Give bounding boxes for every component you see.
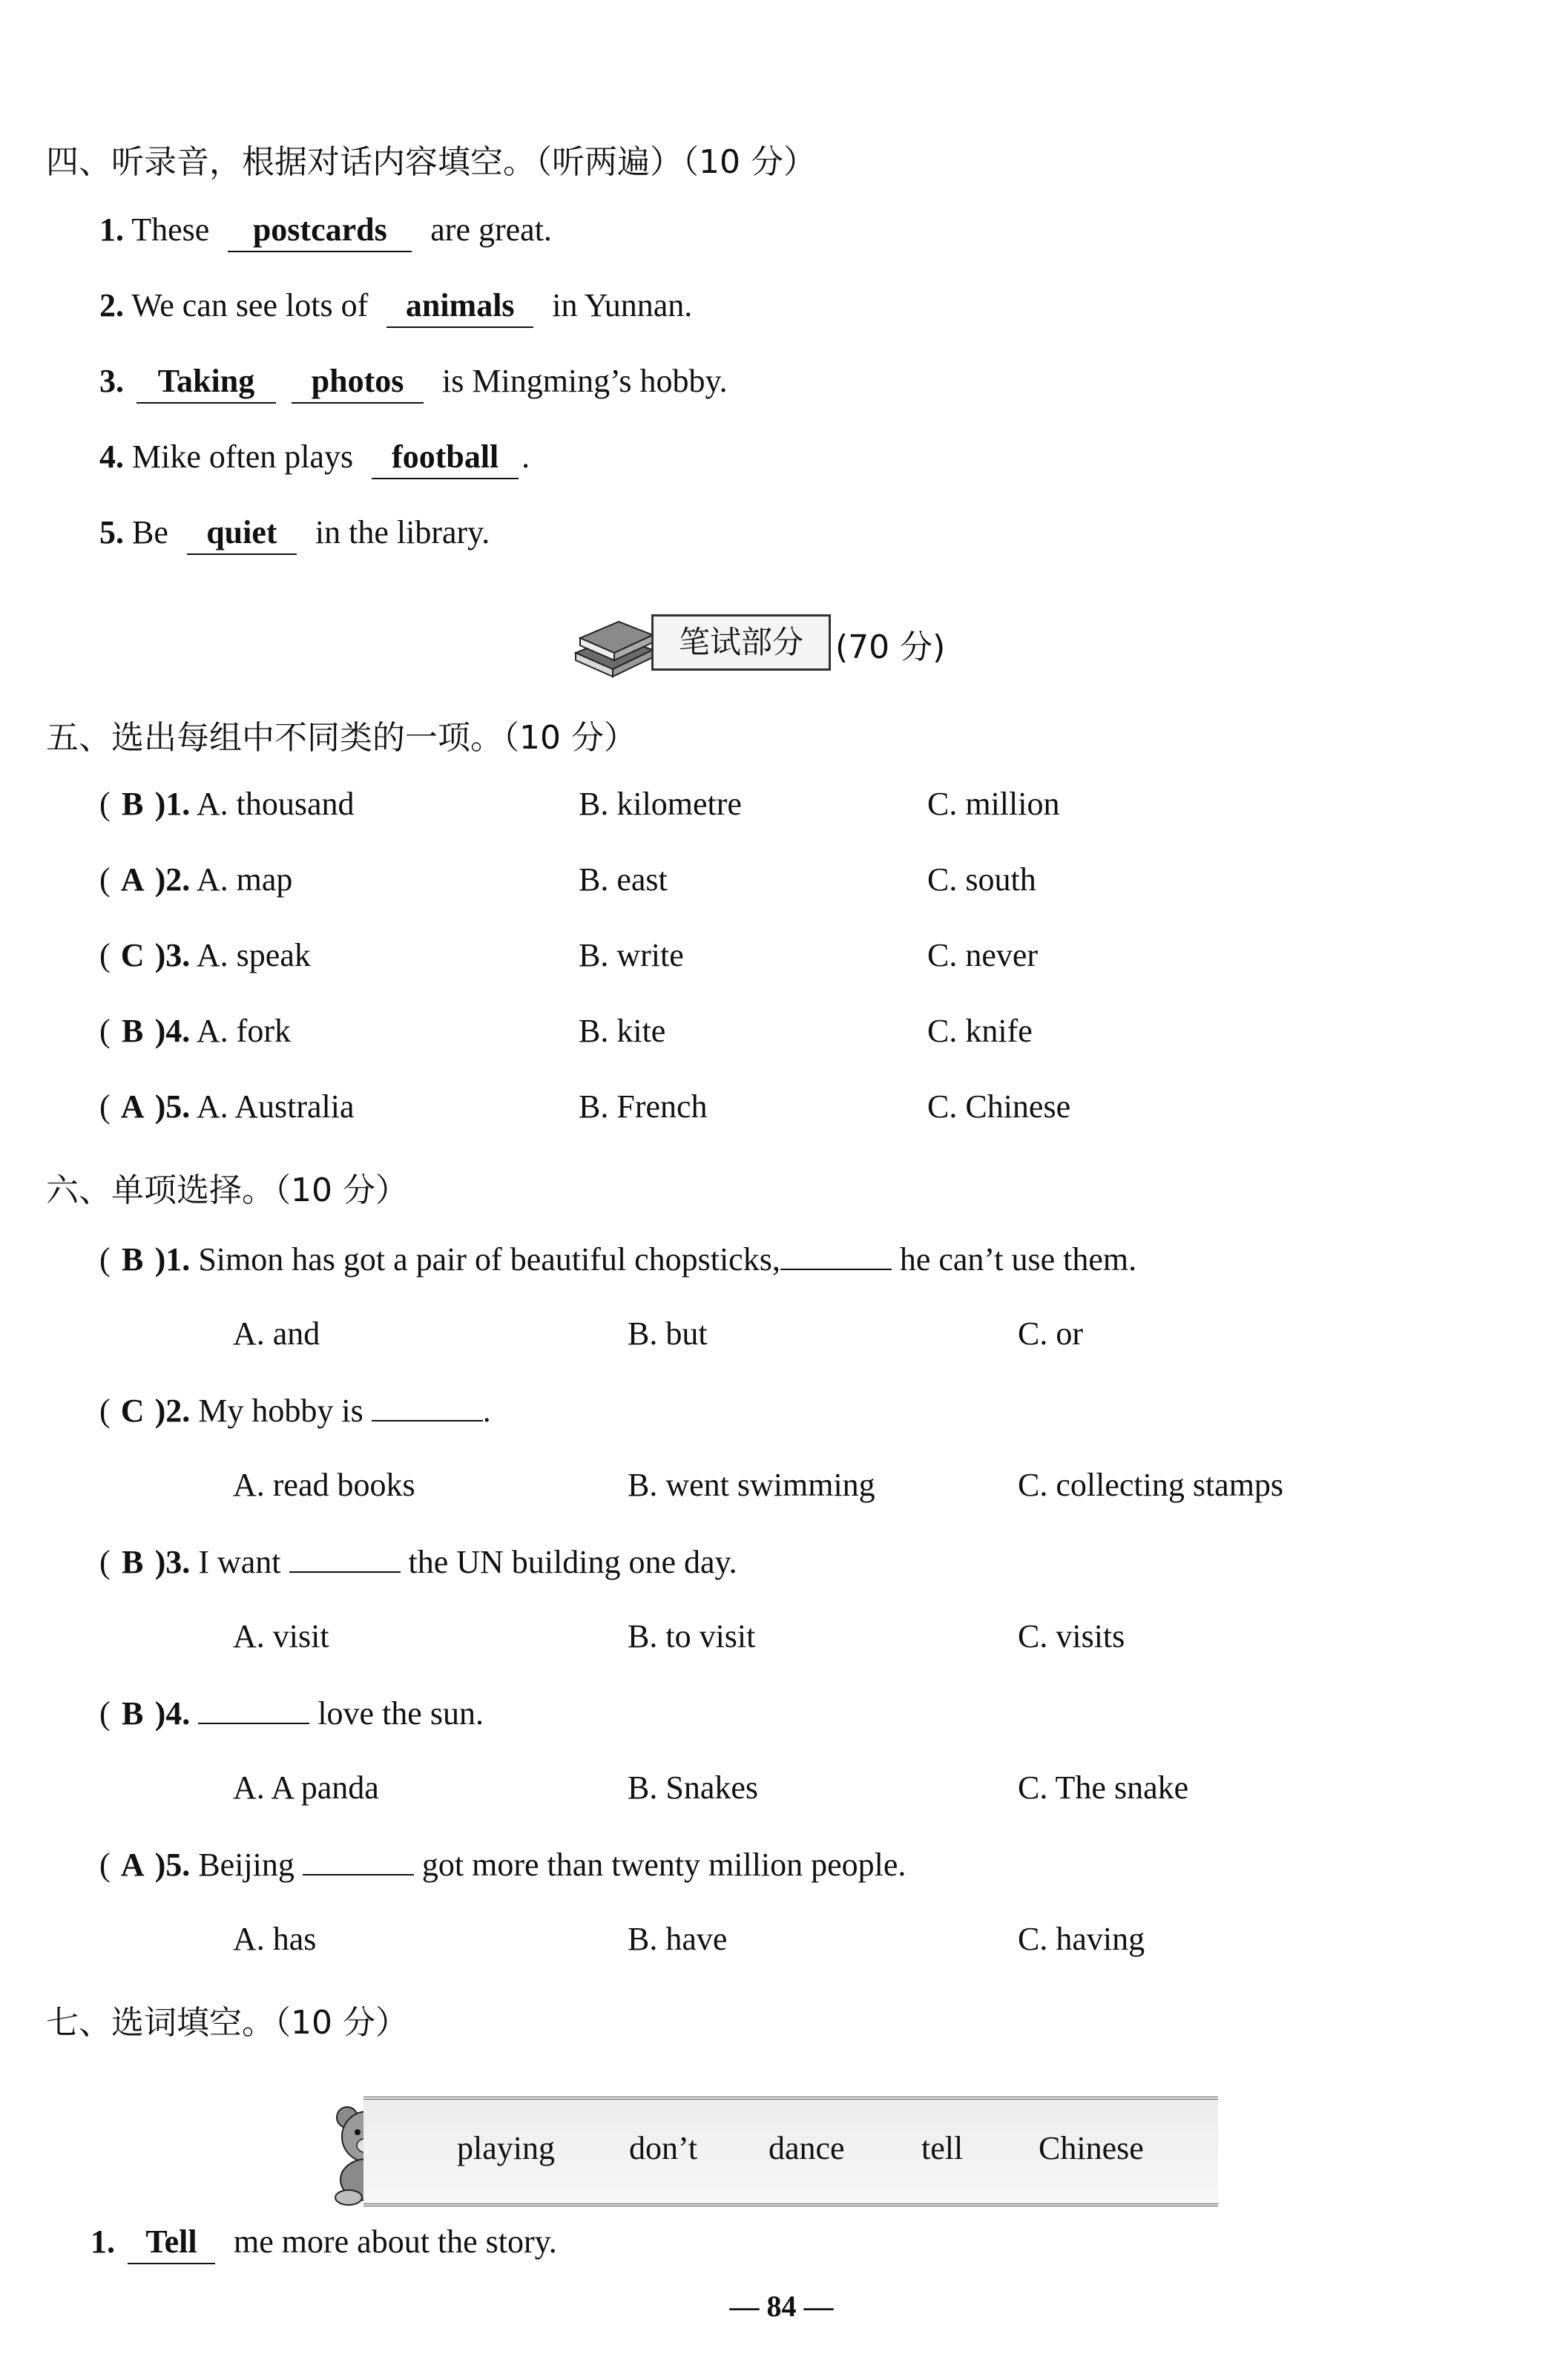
item-number: )1. — [154, 1241, 191, 1278]
option-c: C. visits — [1018, 1618, 1125, 1654]
item-text-before: We can see lots of — [131, 287, 369, 323]
s5-item-1: ( B )1. A. thousand — [99, 786, 355, 822]
section-6-title: 六、单项选择。（10 分） — [46, 1171, 408, 1209]
option-c: C. having — [1018, 1921, 1145, 1957]
item-text-after: . — [521, 438, 530, 475]
item-number: )4. — [154, 1013, 191, 1049]
section-4-title: 四、听录音，根据对话内容填空。（听两遍）（10 分） — [46, 143, 816, 181]
option-c: C. Chinese — [927, 1088, 1071, 1125]
word-bank-item: playing — [457, 2130, 555, 2166]
word-bank-item: dance — [769, 2130, 845, 2166]
item-number: )4. — [154, 1695, 191, 1732]
question-text-2: . — [482, 1393, 491, 1429]
item-number: )2. — [154, 1393, 191, 1429]
s4-item-5 — [99, 512, 490, 555]
item-text-after: is Mingming’s hobby. — [442, 363, 728, 399]
option-a: A. map — [196, 861, 293, 898]
s6-question-2: ( C )2. My hobby is . — [99, 1390, 491, 1430]
answer-blank: postcards — [228, 209, 412, 252]
s6-question-5: ( A )5. Beijing got more than twenty million people. — [99, 1844, 906, 1884]
word-bank-item: tell — [921, 2130, 964, 2166]
s6-question-4: ( B )4. love the sun. — [99, 1693, 484, 1732]
option-b: B. have — [628, 1921, 728, 1957]
question-blank — [198, 1693, 309, 1724]
item-number: 4. — [99, 438, 124, 475]
option-c: C. south — [927, 861, 1036, 898]
word-bank-item: don’t — [629, 2130, 698, 2166]
section-7-title: 七、选词填空。（10 分） — [46, 2004, 408, 2042]
question-text-2: he can’t use them. — [899, 1241, 1137, 1278]
answer-letter: B — [121, 786, 144, 822]
option-a: A. thousand — [196, 786, 355, 822]
question-blank — [303, 1844, 414, 1876]
answer-letter: A — [120, 1088, 145, 1125]
question-text-2: got more than twenty million people. — [421, 1847, 906, 1883]
option-c: C. knife — [927, 1013, 1033, 1049]
s4-item-4 — [99, 436, 530, 479]
answer-letter: C — [120, 1393, 145, 1429]
option-b: B. kilometre — [579, 786, 742, 822]
word-bank — [363, 2097, 1218, 2206]
answer-letter: B — [121, 1013, 144, 1049]
answer-blank: animals — [386, 285, 533, 328]
s5-item-2: ( A )2. A. map — [99, 861, 293, 898]
option-c: C. never — [927, 937, 1039, 973]
question-blank — [780, 1239, 892, 1270]
written-section-score: (70 分) — [835, 628, 946, 666]
question-text: I want — [198, 1544, 281, 1580]
s7-item-1 — [91, 2221, 557, 2264]
option-a: A. and — [233, 1315, 320, 1352]
item-number: )3. — [154, 1544, 191, 1580]
answer-blank: Tell — [128, 2221, 215, 2264]
s6-question-3: ( B )3. I want the UN building one day. — [99, 1542, 737, 1581]
answer-letter: B — [121, 1241, 144, 1278]
item-number: )1. — [154, 786, 191, 822]
item-number: 5. — [99, 514, 124, 550]
question-blank — [372, 1390, 483, 1421]
question-text: Simon has got a pair of beautiful chopsticks, — [198, 1241, 780, 1278]
option-b: B. kite — [579, 1013, 666, 1049]
option-b: B. to visit — [628, 1618, 756, 1654]
option-a: A. read books — [233, 1467, 415, 1503]
item-number: 1. — [91, 2223, 115, 2260]
item-number: 3. — [99, 363, 124, 399]
section-5-title: 五、选出每组中不同类的一项。（10 分） — [46, 719, 636, 757]
option-b: B. French — [579, 1088, 708, 1125]
option-c: C. million — [927, 786, 1060, 822]
item-number: 1. — [99, 211, 124, 248]
page-number: — 84 — — [729, 2289, 834, 2323]
answer-letter: C — [120, 937, 145, 973]
item-number: )5. — [154, 1088, 191, 1125]
question-text: Beijing — [198, 1847, 294, 1883]
answer-blank: Taking — [136, 361, 276, 404]
word-bank-item: Chinese — [1039, 2130, 1144, 2166]
item-text-after: me more about the story. — [234, 2223, 557, 2260]
answer-letter: A — [120, 861, 145, 898]
answer-letter: B — [121, 1544, 144, 1580]
s4-item-3 — [99, 361, 728, 404]
s4-item-1 — [99, 209, 552, 252]
item-text-before: Mike often plays — [132, 438, 354, 475]
s4-item-2 — [99, 285, 692, 328]
option-a: A. Australia — [196, 1088, 355, 1125]
answer-blank-2: photos — [292, 361, 424, 404]
option-c: C. collecting stamps — [1018, 1467, 1284, 1503]
s5-item-5: ( A )5. A. Australia — [99, 1088, 355, 1125]
answer-letter: A — [120, 1847, 145, 1883]
item-number: 2. — [99, 287, 124, 323]
item-text-after: in Yunnan. — [552, 287, 693, 323]
item-number: )5. — [154, 1847, 191, 1883]
option-a: A. fork — [196, 1013, 291, 1049]
question-text: My hobby is — [198, 1393, 363, 1429]
item-text-after: in the library. — [315, 514, 490, 550]
item-number: )3. — [154, 937, 191, 973]
option-b: B. but — [628, 1315, 708, 1352]
question-text-2: the UN building one day. — [408, 1544, 737, 1580]
option-a: A. speak — [196, 937, 311, 973]
option-b: B. went swimming — [628, 1467, 875, 1503]
item-text-after: are great. — [430, 211, 552, 248]
option-a: A. A panda — [233, 1769, 379, 1806]
question-text-2: love the sun. — [317, 1695, 484, 1732]
option-a: A. has — [233, 1921, 317, 1957]
option-b: B. write — [579, 937, 684, 973]
option-a: A. visit — [233, 1618, 329, 1654]
s5-item-4: ( B )4. A. fork — [99, 1013, 291, 1049]
written-section-banner — [570, 607, 946, 681]
item-text-before: Be — [132, 514, 168, 550]
s5-item-3: ( C )3. A. speak — [99, 937, 311, 973]
option-b: B. Snakes — [628, 1769, 758, 1806]
answer-blank: quiet — [187, 512, 297, 555]
option-c: C. or — [1018, 1315, 1083, 1352]
answer-blank: football — [372, 436, 519, 479]
item-number: )2. — [154, 861, 191, 898]
s6-question-1: ( B )1. Simon has got a pair of beautiful chopsticks, he can’t use them. — [99, 1239, 1136, 1278]
option-b: B. east — [579, 861, 668, 898]
question-blank — [289, 1542, 401, 1573]
item-text-before: These — [131, 211, 210, 248]
option-c: C. The snake — [1018, 1769, 1189, 1806]
written-section-label: 笔试部分 — [651, 614, 831, 671]
answer-letter: B — [121, 1695, 144, 1732]
books-icon — [570, 607, 659, 681]
